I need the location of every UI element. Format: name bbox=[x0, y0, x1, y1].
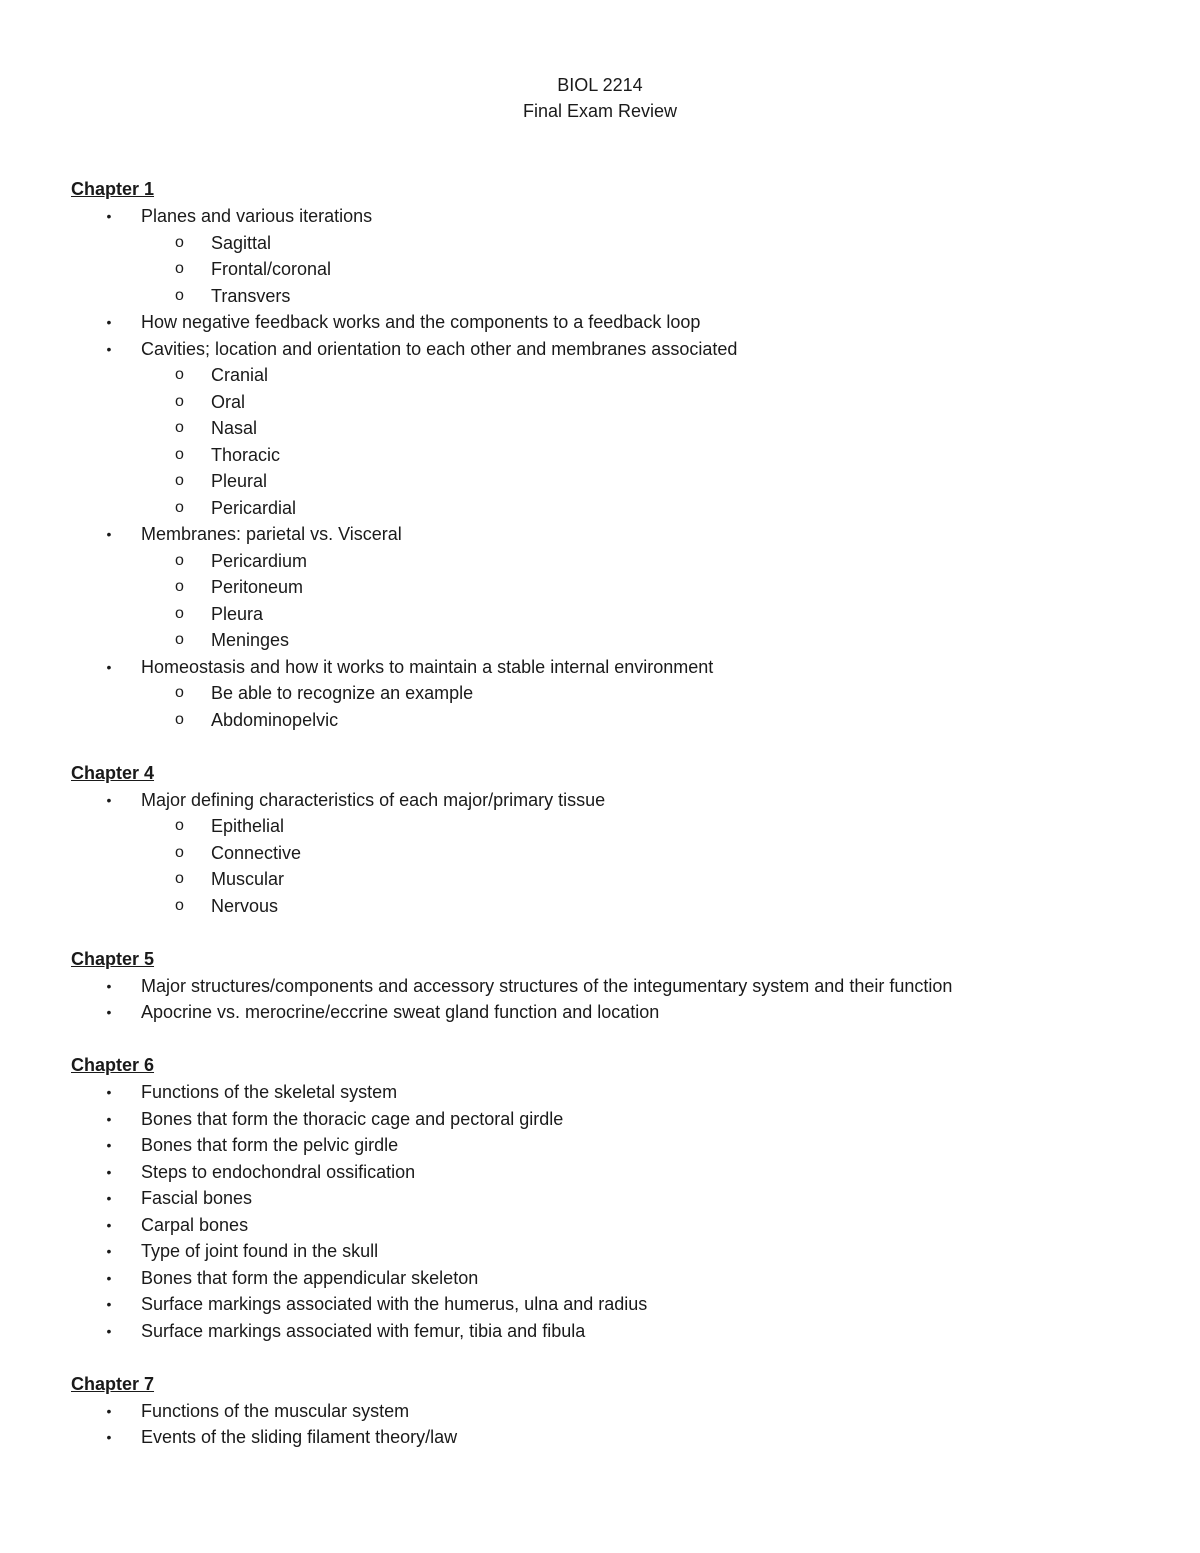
subtopic-item bbox=[71, 680, 1151, 707]
circle-bullet-icon: o bbox=[175, 604, 184, 622]
subtopic-list bbox=[141, 813, 1151, 919]
bullet-icon: • bbox=[106, 1429, 112, 1445]
circle-bullet-icon: o bbox=[175, 843, 184, 861]
subtopic-item bbox=[71, 601, 1151, 628]
subtopic-item bbox=[71, 362, 1151, 389]
circle-bullet-icon: o bbox=[175, 710, 184, 728]
subtopic-text: Muscular bbox=[211, 869, 285, 889]
bullet-icon: • bbox=[106, 1402, 112, 1419]
subtopic-text: Sagittal bbox=[211, 232, 272, 253]
topic-text: Bones that form the thoracic cage and pectoral girdle bbox=[141, 1108, 564, 1129]
subtopic-item bbox=[71, 866, 1151, 893]
subtopic-item bbox=[71, 442, 1151, 469]
bullet-icon: • bbox=[106, 1190, 112, 1206]
circle-bullet-icon: o bbox=[175, 366, 184, 383]
circle-bullet-icon: o bbox=[175, 233, 184, 251]
subtopic-list bbox=[141, 680, 1151, 733]
circle-bullet-icon: o bbox=[175, 684, 184, 701]
subtopic-list bbox=[141, 362, 1151, 521]
subtopic-item bbox=[71, 627, 1151, 654]
subtopic-text: Meninges bbox=[211, 630, 290, 650]
subtopic-text: Be able to recognize an example bbox=[211, 683, 474, 703]
bullet-icon: • bbox=[106, 1004, 112, 1020]
topic-text: Cavities; location and orientation to each other and membranes associated bbox=[141, 338, 738, 359]
bullet-icon: • bbox=[106, 658, 112, 675]
bullet-icon: • bbox=[106, 340, 112, 357]
bullet-icon: • bbox=[106, 1084, 112, 1100]
topic-item bbox=[71, 1132, 1151, 1159]
topic-item bbox=[71, 1185, 1151, 1212]
topic-text: Surface markings associated with the humerus, ulna and radius bbox=[141, 1294, 648, 1314]
circle-bullet-icon: o bbox=[175, 631, 184, 648]
topic-text: Major defining characteristics of each major/primary tissue bbox=[141, 789, 606, 810]
course-code: BIOL 2214 bbox=[557, 75, 643, 95]
subtopic-text: Thoracic bbox=[211, 444, 281, 465]
circle-bullet-icon: o bbox=[175, 817, 184, 834]
bullet-icon: • bbox=[106, 1296, 112, 1312]
topic-list bbox=[71, 203, 1151, 733]
bullet-icon: • bbox=[106, 1137, 112, 1153]
subtopic-item bbox=[71, 256, 1151, 283]
topic-item bbox=[71, 999, 1151, 1026]
chapter-section bbox=[71, 176, 1151, 733]
topic-text: Bones that form the appendicular skeleton bbox=[141, 1267, 479, 1288]
document-title: Final Exam Review bbox=[522, 101, 678, 121]
bullet-icon: • bbox=[106, 1269, 112, 1286]
bullet-icon: • bbox=[106, 791, 112, 808]
topic-item bbox=[71, 1238, 1151, 1265]
subtopic-list bbox=[141, 548, 1151, 654]
bullet-icon: • bbox=[106, 208, 112, 224]
bullet-icon: • bbox=[106, 1243, 112, 1259]
chapter-section bbox=[71, 760, 1151, 920]
topic-text: Homeostasis and how it works to maintain a stable internal environment bbox=[141, 656, 714, 677]
topic-item bbox=[71, 1106, 1151, 1133]
bullet-icon: • bbox=[106, 526, 112, 542]
chapter-heading: Chapter 6 bbox=[71, 1055, 155, 1075]
bullet-icon: • bbox=[106, 1216, 112, 1233]
subtopic-text: Nasal bbox=[211, 418, 258, 438]
subtopic-item bbox=[71, 468, 1151, 495]
chapter-heading: Chapter 1 bbox=[71, 179, 155, 199]
topic-item bbox=[71, 654, 1151, 734]
subtopic-item bbox=[71, 495, 1151, 522]
subtopic-text: Pericardium bbox=[211, 550, 308, 571]
bullet-icon: • bbox=[106, 314, 112, 330]
subtopic-item bbox=[71, 389, 1151, 416]
subtopic-text: Pleura bbox=[211, 603, 264, 624]
subtopic-text: Abdominopelvic bbox=[211, 709, 339, 730]
subtopic-item bbox=[71, 548, 1151, 575]
review-content bbox=[71, 176, 1151, 1477]
topic-item bbox=[71, 309, 1151, 336]
circle-bullet-icon: o bbox=[175, 260, 184, 277]
topic-item bbox=[71, 973, 1151, 1000]
circle-bullet-icon: o bbox=[175, 419, 184, 436]
topic-item bbox=[71, 1291, 1151, 1318]
circle-bullet-icon: o bbox=[175, 392, 184, 410]
circle-bullet-icon: o bbox=[175, 578, 184, 595]
topic-list bbox=[71, 1079, 1151, 1344]
topic-text: Steps to endochondral ossification bbox=[141, 1161, 416, 1182]
subtopic-item bbox=[71, 230, 1151, 257]
subtopic-list bbox=[141, 230, 1151, 310]
subtopic-text: Transvers bbox=[211, 285, 291, 306]
topic-item bbox=[71, 336, 1151, 522]
chapter-heading: Chapter 5 bbox=[71, 948, 155, 969]
subtopic-text: Epithelial bbox=[211, 816, 285, 836]
topic-text: Major structures/components and accessory structures of the integumentary system and their function bbox=[141, 975, 953, 996]
chapter-heading: Chapter 7 bbox=[71, 1373, 155, 1394]
bullet-icon: • bbox=[106, 1163, 112, 1180]
topic-text: Membranes: parietal vs. Visceral bbox=[141, 524, 402, 544]
topic-text: Type of joint found in the skull bbox=[141, 1241, 379, 1261]
circle-bullet-icon: o bbox=[175, 870, 184, 887]
topic-item bbox=[71, 1265, 1151, 1292]
topic-item bbox=[71, 787, 1151, 920]
subtopic-text: Pericardial bbox=[211, 497, 297, 518]
topic-item bbox=[71, 521, 1151, 654]
bullet-icon: • bbox=[106, 1322, 112, 1339]
topic-text: Planes and various iterations bbox=[141, 206, 373, 226]
document-header bbox=[0, 72, 1200, 124]
subtopic-text: Frontal/coronal bbox=[211, 259, 332, 279]
topic-item bbox=[71, 1318, 1151, 1345]
topic-item bbox=[71, 1212, 1151, 1239]
subtopic-item bbox=[71, 574, 1151, 601]
topic-item bbox=[71, 203, 1151, 309]
subtopic-text: Peritoneum bbox=[211, 577, 304, 597]
subtopic-item bbox=[71, 840, 1151, 867]
subtopic-item bbox=[71, 707, 1151, 734]
chapter-section bbox=[71, 1052, 1151, 1344]
topic-text: Functions of the skeletal system bbox=[141, 1082, 398, 1102]
topic-item bbox=[71, 1424, 1151, 1451]
subtopic-item bbox=[71, 893, 1151, 920]
subtopic-text: Connective bbox=[211, 842, 302, 863]
topic-text: Carpal bones bbox=[141, 1214, 249, 1235]
circle-bullet-icon: o bbox=[175, 445, 184, 463]
circle-bullet-icon: o bbox=[175, 472, 184, 489]
topic-item bbox=[71, 1079, 1151, 1106]
topic-text: Functions of the muscular system bbox=[141, 1400, 410, 1421]
chapter-section bbox=[71, 1371, 1151, 1451]
subtopic-text: Nervous bbox=[211, 895, 279, 916]
topic-list bbox=[71, 787, 1151, 920]
topic-text: Surface markings associated with femur, tibia and fibula bbox=[141, 1320, 586, 1341]
topic-item bbox=[71, 1159, 1151, 1186]
bullet-icon: • bbox=[106, 1110, 112, 1127]
topic-list bbox=[71, 1398, 1151, 1451]
subtopic-text: Pleural bbox=[211, 471, 268, 491]
subtopic-item bbox=[71, 415, 1151, 442]
chapter-section bbox=[71, 946, 1151, 1026]
subtopic-text: Cranial bbox=[211, 365, 269, 385]
topic-text: Apocrine vs. merocrine/eccrine sweat gland function and location bbox=[141, 1002, 660, 1022]
subtopic-item bbox=[71, 813, 1151, 840]
topic-text: Events of the sliding filament theory/law bbox=[141, 1427, 458, 1447]
topic-item bbox=[71, 1398, 1151, 1425]
topic-list bbox=[71, 973, 1151, 1026]
circle-bullet-icon: o bbox=[175, 286, 184, 304]
subtopic-text: Oral bbox=[211, 391, 246, 412]
circle-bullet-icon: o bbox=[175, 498, 184, 516]
topic-text: Fascial bones bbox=[141, 1188, 253, 1208]
circle-bullet-icon: o bbox=[175, 896, 184, 914]
topic-text: How negative feedback works and the components to a feedback loop bbox=[141, 312, 701, 332]
chapter-heading: Chapter 4 bbox=[71, 762, 155, 783]
bullet-icon: • bbox=[106, 977, 112, 994]
topic-text: Bones that form the pelvic girdle bbox=[141, 1135, 399, 1155]
circle-bullet-icon: o bbox=[175, 551, 184, 569]
subtopic-item bbox=[71, 283, 1151, 310]
